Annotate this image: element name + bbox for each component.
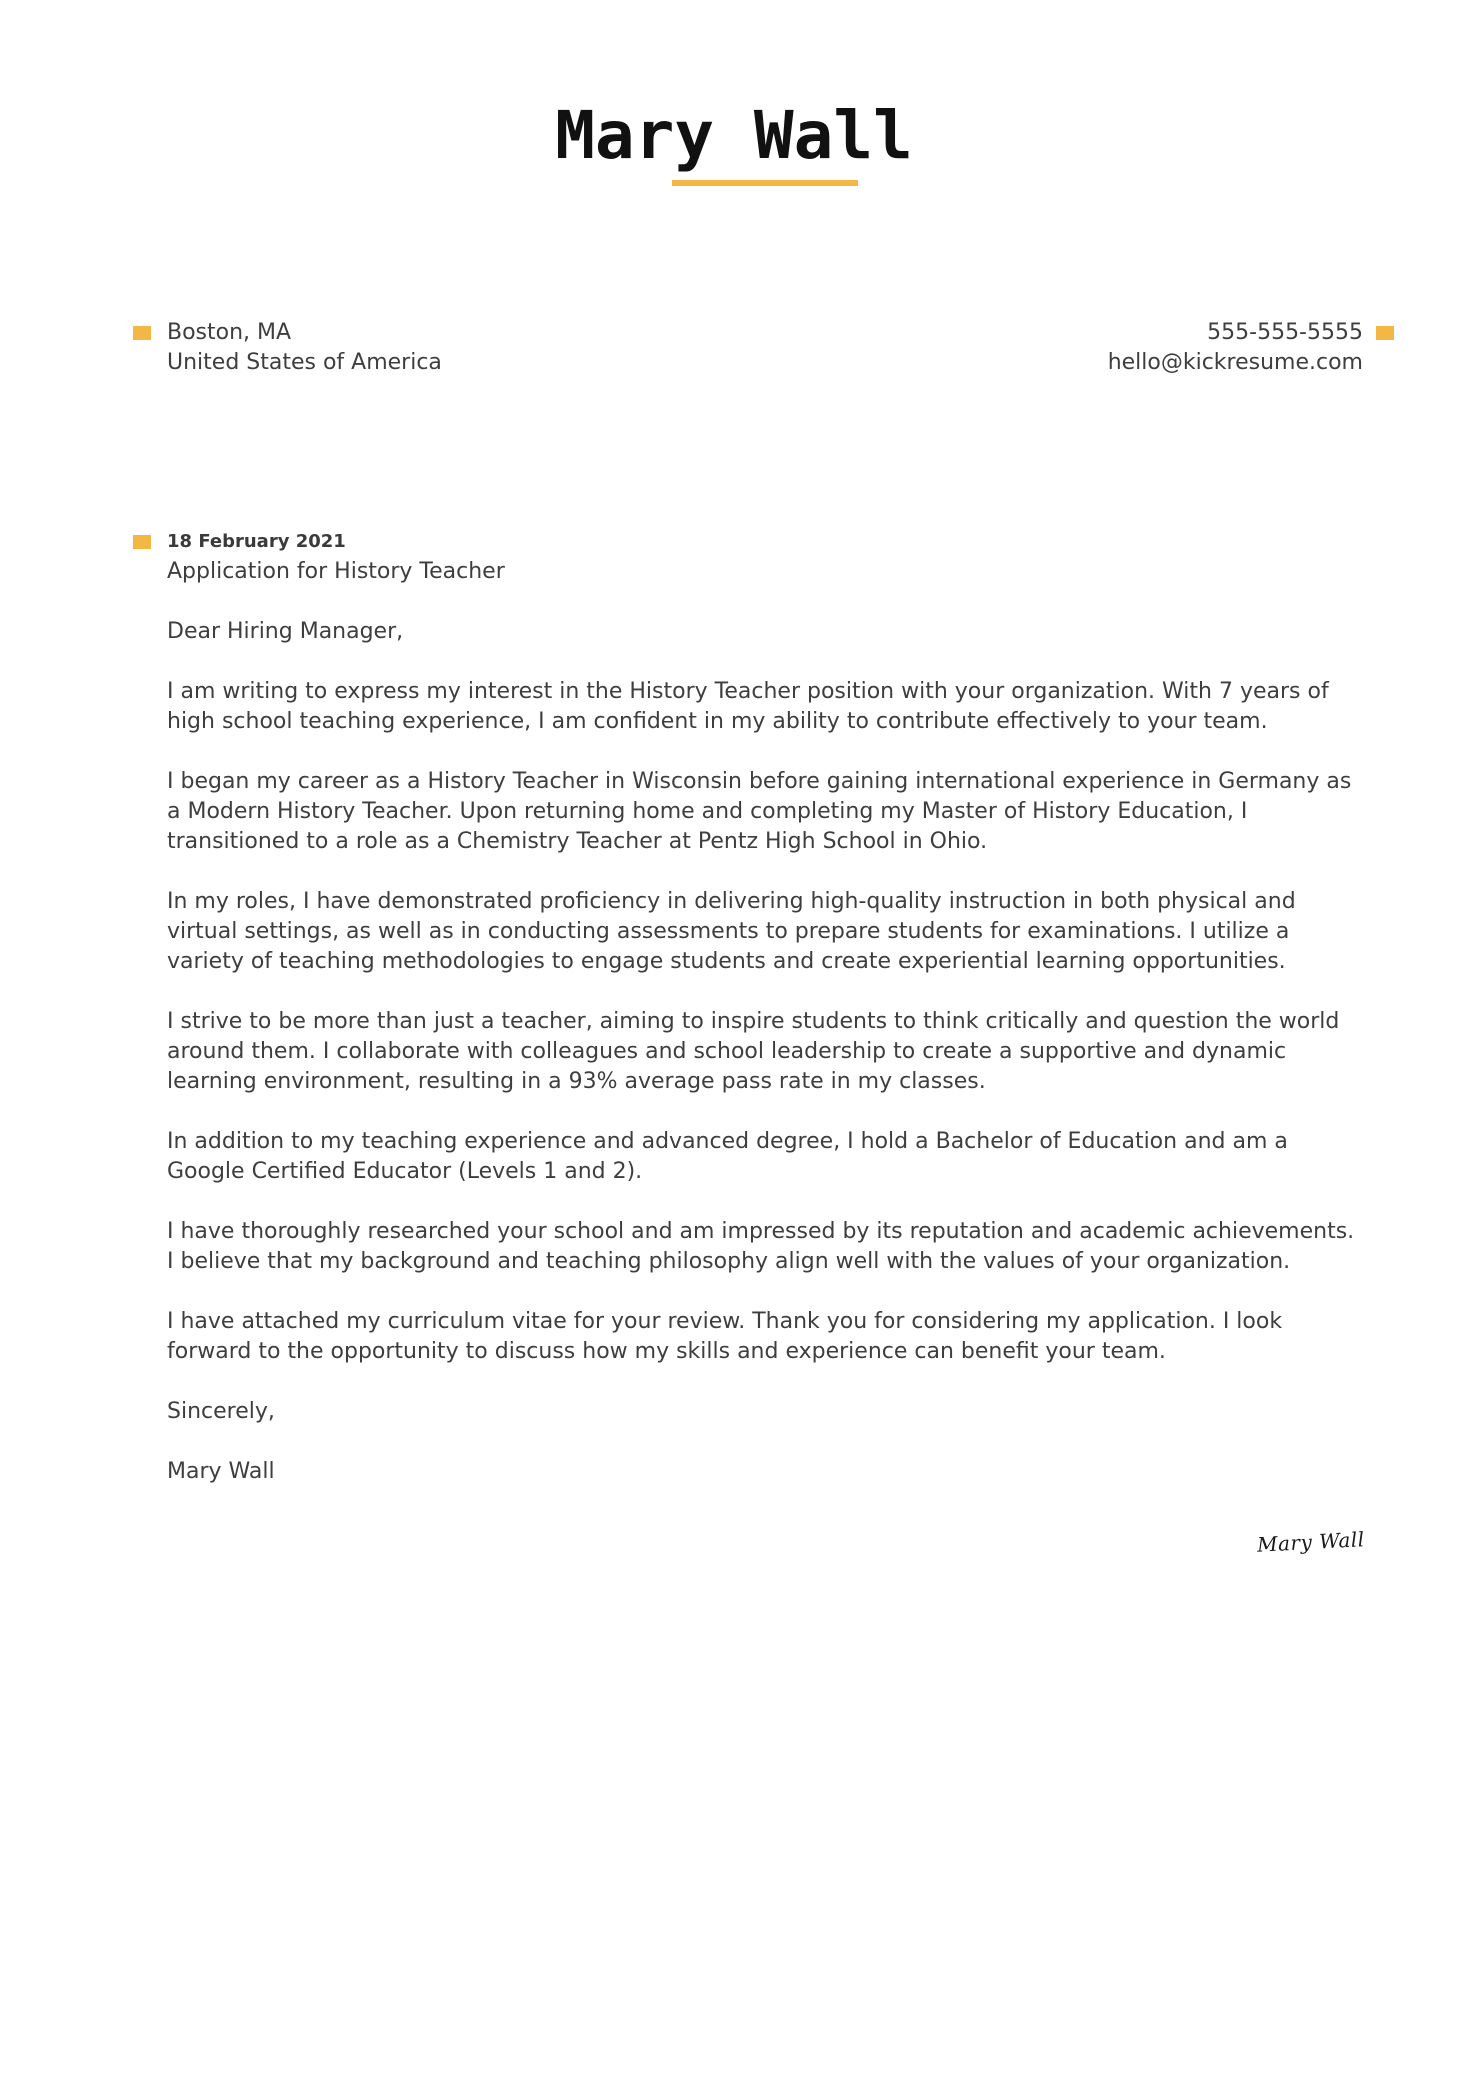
letter-subject: Application for History Teacher	[167, 559, 505, 584]
letter-paragraph: In addition to my teaching experience and advanced degree, I hold a Bachelor of Education and am a Google Certified Educator (Levels 1 and 2).	[167, 1129, 1288, 1184]
letter-body	[167, 527, 1367, 1487]
letter-paragraph: In my roles, I have demonstrated proficiency in delivering high-quality instruction in both physical and virtual settings, as well as in conducting assessments to prepare students for examinations. I utilize a variety of teaching methodologies to engage students and create experiential learning opportunities.	[167, 889, 1296, 974]
letter-date: 18 February 2021	[167, 531, 346, 552]
handwritten-signature: Mary Wall	[1256, 1527, 1366, 1557]
letter-paragraph: I am writing to express my interest in the History Teacher position with your organization. With 7 years of high school teaching experience, I am confident in my ability to contribute effectively to your team.	[167, 679, 1329, 734]
address-marker-icon	[133, 326, 151, 340]
date-marker-icon	[133, 535, 151, 549]
name-underline-divider	[672, 180, 858, 186]
letter-greeting: Dear Hiring Manager,	[167, 619, 404, 644]
letter-paragraph: I have thoroughly researched your school and am impressed by its reputation and academic achievements. I believe that my background and teaching philosophy align well with the values of your organization.	[167, 1219, 1355, 1274]
email-address: hello@kickresume.com	[1107, 350, 1363, 375]
letter-paragraph: I have attached my curriculum vitae for your review. Thank you for considering my application. I look forward to the opportunity to discuss how my skills and experience can benefit your team.	[167, 1309, 1283, 1364]
letter-closing: Sincerely,	[167, 1399, 275, 1424]
contact-block	[1108, 318, 1363, 378]
address-city: Boston, MA	[167, 320, 292, 345]
address-country: United States of America	[167, 350, 442, 375]
applicant-name: Mary Wall	[555, 97, 913, 174]
phone-number: 555-555-5555	[1207, 320, 1363, 345]
letter-paragraph: I began my career as a History Teacher in Wisconsin before gaining international experience in Germany as a Modern History Teacher. Upon returning home and completing my Master of History Education, I transitioned to a role as a Chemistry Teacher at Pentz High School in Ohio.	[167, 769, 1352, 854]
address-block	[167, 318, 442, 378]
contact-marker-icon	[1376, 326, 1394, 340]
letter-signoff-name: Mary Wall	[167, 1459, 275, 1484]
letter-paragraph: I strive to be more than just a teacher, aiming to inspire students to think critically and question the world around them. I collaborate with colleagues and school leadership to create a supportive and dynamic learning environment, resulting in a 93% average pass rate in my classes.	[167, 1009, 1340, 1094]
